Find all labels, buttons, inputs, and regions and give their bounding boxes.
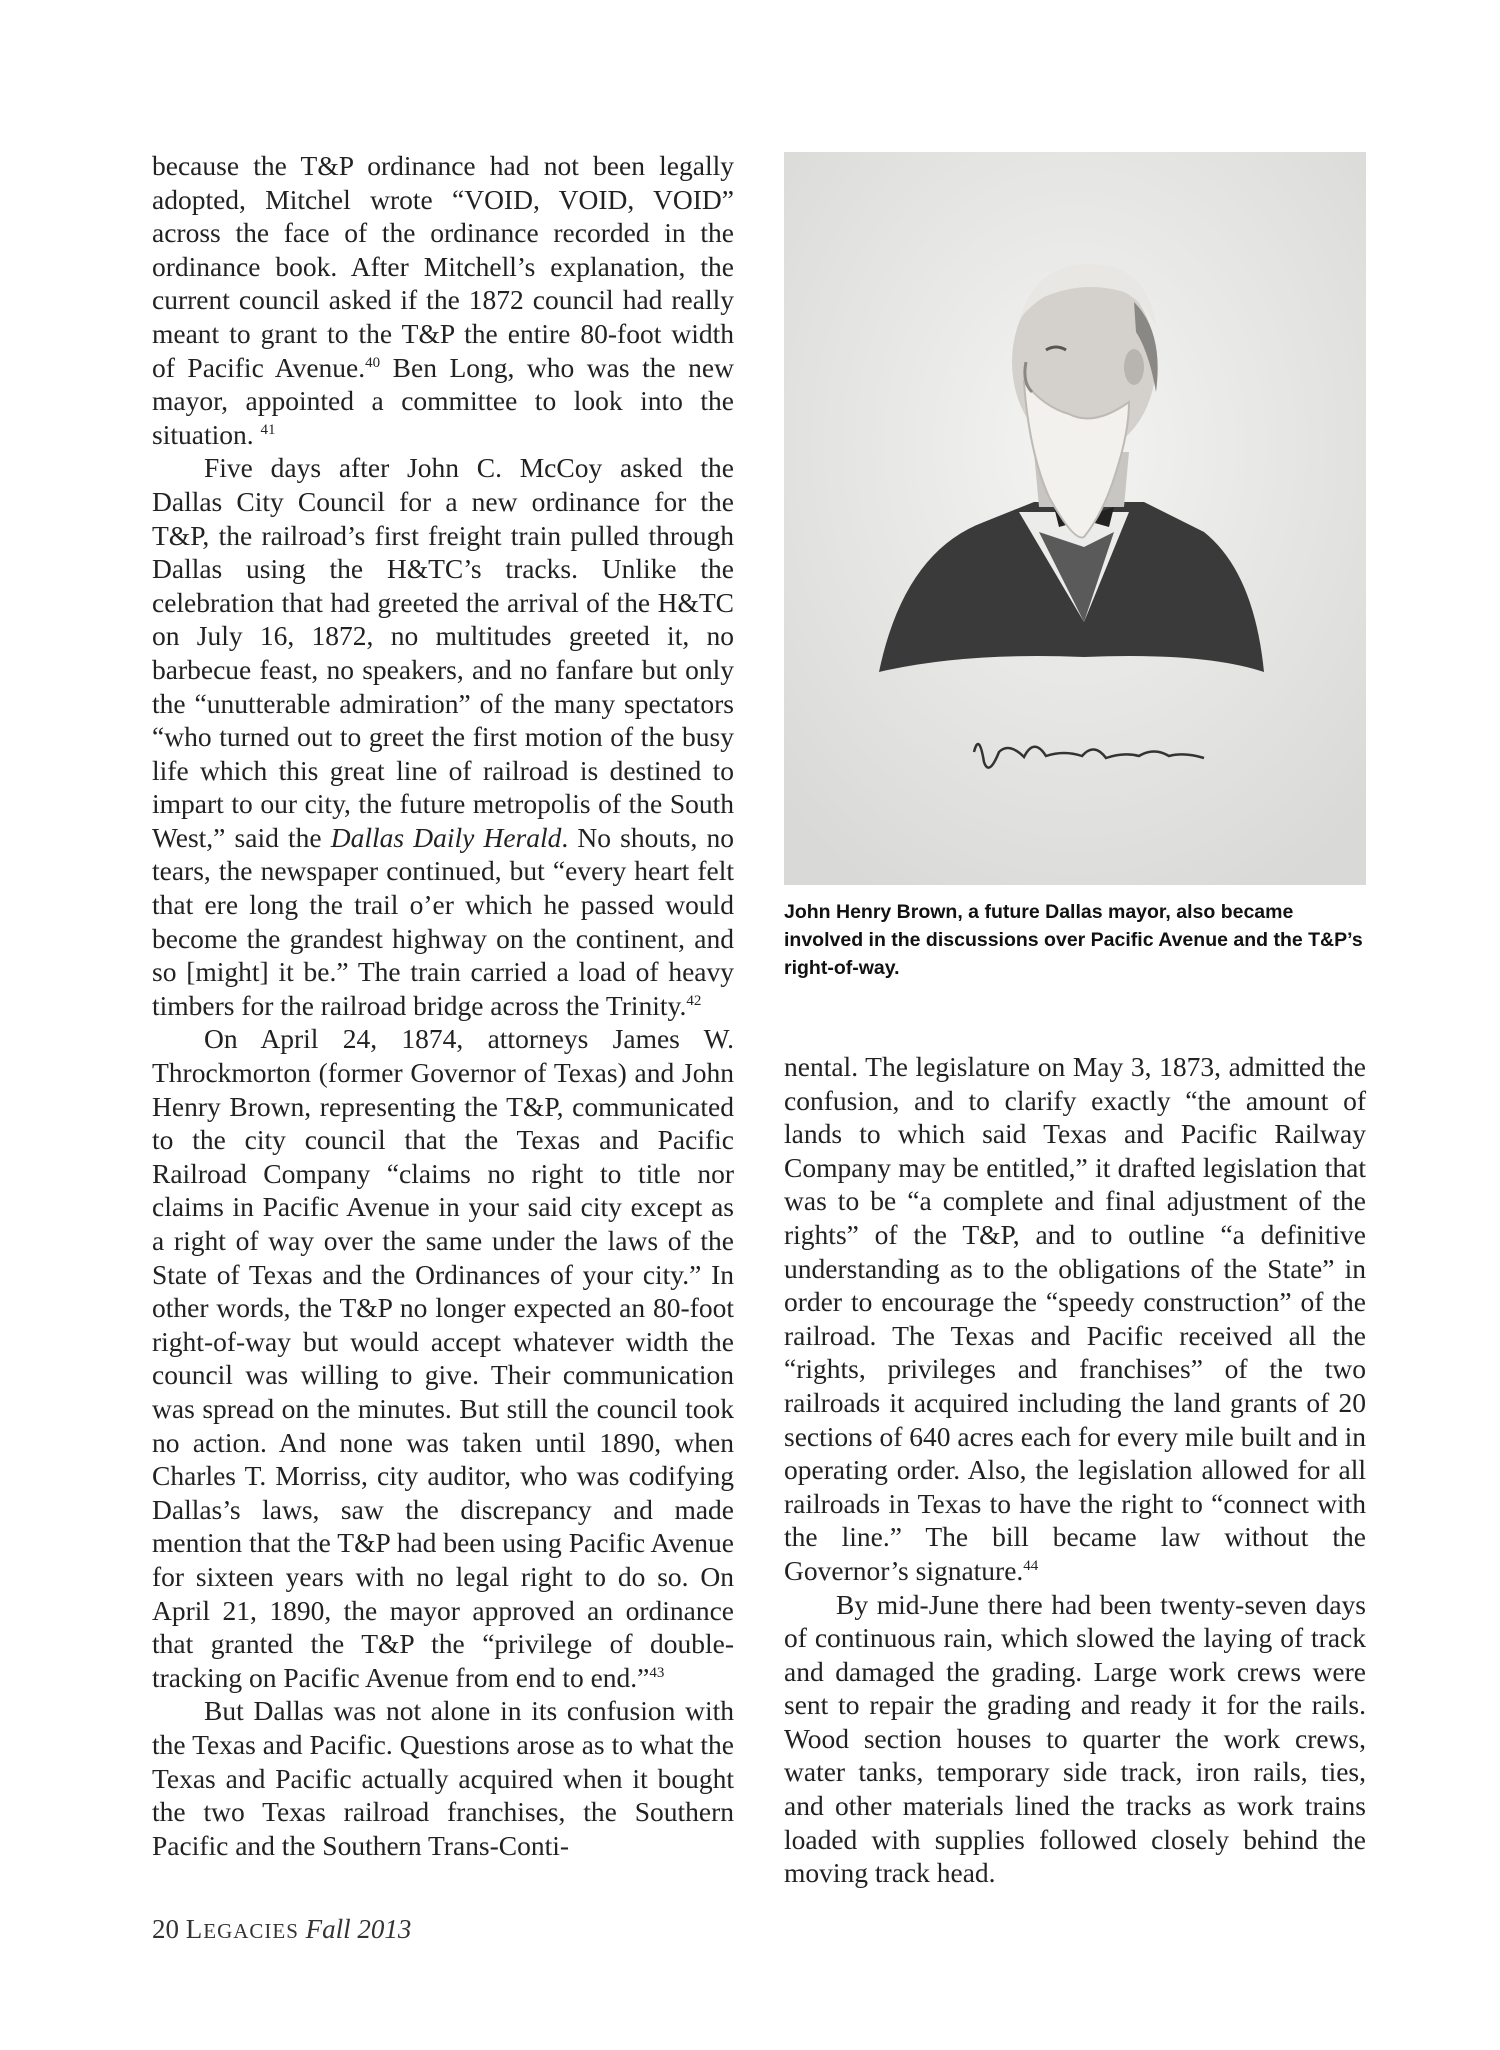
paragraph: On April 24, 1874, attorneys James W. Throckmorton (former Governor of Texas) and John Henry Brown, representing the T&P, communicated to the city council that the Texas and Pacific Railroad Company “claims no right to title nor claims in Pacific Avenue in your said city except as a right of way over the same under the laws of the State of Texas and the Ordinances of your city.” In other words, the T&P no longer expected an 80-foot right-of-way but would accept whatever width the council was willing to give. Their communication was spread on the minutes. But still the council took no action. And none was taken until 1890, when Charles T. Morriss, city auditor, who was codifying Dallas’s laws, saw the discrepancy and made mention that the T&P had been using Pacific Avenue for sixteen years with no legal right to do so. On April 21, 1890, the mayor approved an ordinance that granted the T&P the “privilege of double-tracking on Pacific Avenue from end to end.”$^{43}$ — [152, 1023, 734, 1693]
paragraph: But Dallas was not alone in its confusion with the Texas and Pacific. Questions arose as to what the Texas and Pacific actually acquired when it bought the two Texas railroad franchises, the Southern Pacific and the Southern Trans-Conti- — [152, 1695, 734, 1861]
journal-name: LEGACIES — [185, 1914, 299, 1944]
paragraph: nental. The legislature on May 3, 1873, admitted the confusion, and to clarify exactly “the amount of lands to which said Texas and Pacific Railway Company may be entitled,” it drafted legislation that was to be “a complete and final adjustment of the rights” of the T&P, and to outline “a definitive understanding as to the obligations of the State” in order to encourage the “speedy construction” of the railroad. The Texas and Pacific received all the “rights, privileges and franchises” of the two railroads it acquired including the land grants of 20 sections of 640 acres each for every mile built and in operating order. Also, the legislation allowed for all railroads in Texas to have the right to “connect with the line.” The bill became law without the Governor’s signature.$^{44}$ — [784, 1051, 1366, 1586]
paragraph: By mid-June there had been twenty-seven days of continuous rain, which slowed the laying of track and damaged the grading. Large work crews were sent to repair the grading and ready it for the rails. Wood section houses to quarter the work crews, water tanks, temporary side track, iron rails, ties, and other materials lined the tracks as work trains loaded with supplies followed closely behind the moving track head. — [784, 1588, 1366, 1889]
paragraph: Five days after John C. McCoy asked the Dallas City Council for a new ordinance for the T&P, the railroad’s first freight train pulled through Dallas using the H&TC’s tracks. Unlike the celebration that had greeted the arrival of the H&TC on July 16, 1872, no multitudes greeted it, no barbecue feast, no speakers, and no fanfare but only the “unutterable admiration” of the many spectators “who turned out to greet the first motion of the busy life which this great line of railroad is destined to impart to our city, the future metropolis of the South West,” said the Dallas Daily Herald. No shouts, no tears, the newspaper continued, but “every heart felt that ere long the trail o’er which he passed would become the grandest highway on the continent, and so [might] it be.” The train carried a load of heavy timbers for the railroad bridge across the Trinity.$^{42}$ — [152, 452, 734, 1021]
footnote-ref: 41 — [260, 421, 276, 438]
portrait-photo — [784, 152, 1366, 885]
footnote-ref: 44 — [1023, 1557, 1039, 1574]
right-column — [784, 1050, 1366, 1890]
journal-name-rest: EGACIES — [203, 1919, 299, 1943]
paragraph: because the T&P ordinance had not been legally adopted, Mitchel wrote “VOID, VOID, VOID” across the face of the ordinance recorded in the ordinance book. After Mitchell’s explanation, the current council asked if the 1872 council had really meant to grant to the T&P the entire 80-foot width of Pacific Avenue.$^{40}$ Ben Long, who was the new mayor, appointed a committee to look into the situation. $^{41}$ — [152, 150, 734, 450]
footnote-ref: 42 — [686, 992, 702, 1009]
issue-date: Fall 2013 — [305, 1914, 412, 1944]
portrait-illustration — [784, 152, 1366, 885]
page-footer — [152, 1914, 411, 1945]
photo-caption: John Henry Brown, a future Dallas mayor, also became involved in the discussions over Pacific Avenue and the T&P’s right-of-way. — [784, 901, 1363, 979]
footnote-ref: 40 — [365, 354, 381, 371]
left-column — [152, 149, 734, 1862]
newspaper-title: Dallas Daily Herald — [330, 821, 562, 853]
page-number: 20 — [152, 1914, 179, 1944]
footnote-ref: 43 — [649, 1664, 665, 1681]
